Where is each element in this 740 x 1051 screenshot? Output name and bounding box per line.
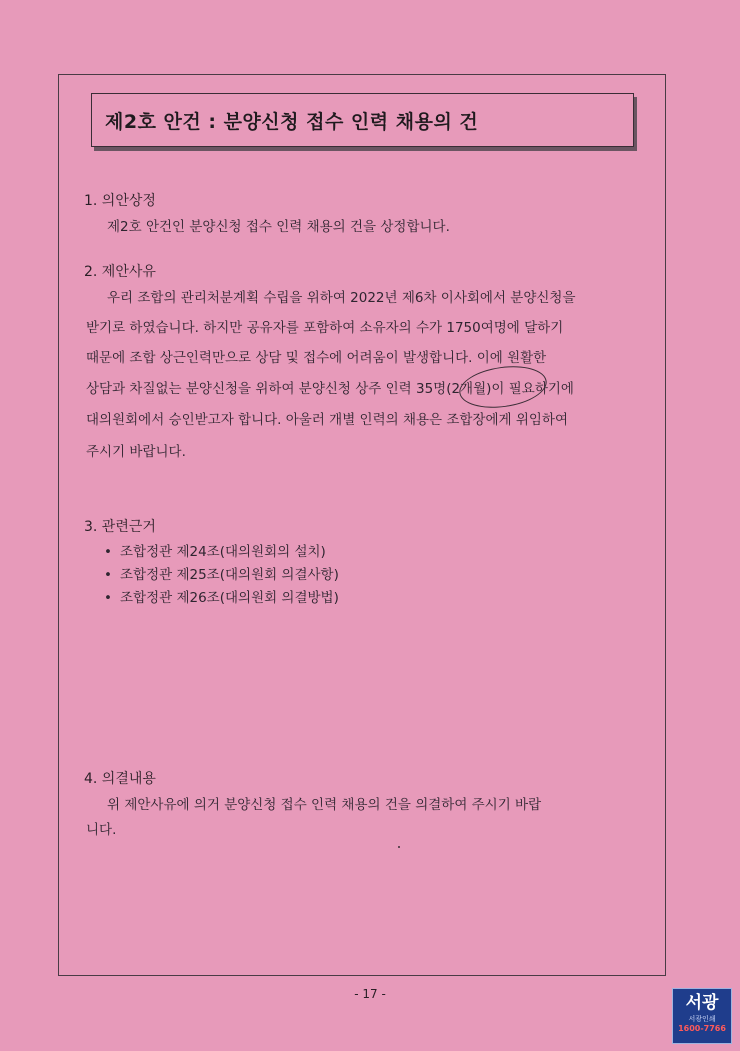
list-item-text: 조합정관 제25조(대의원회 의결사항) xyxy=(120,567,339,583)
logo-name: 서광 xyxy=(685,993,719,1013)
document-title: 제2호 안건 : 분양신청 접수 인력 채용의 건 xyxy=(105,110,479,133)
list-item xyxy=(104,540,326,560)
section-4-heading: 4. 의결내용 xyxy=(84,771,156,787)
section-2-line: 우리 조합의 관리처분계획 수립을 위하여 2022년 제6차 이사회에서 분양신청을 xyxy=(107,290,576,306)
bullet-icon: • xyxy=(104,544,112,560)
section-2-line: 상담과 차질없는 분양신청을 위하여 분양신청 상주 인력 35명(2개월)이 필요하기에 xyxy=(86,381,574,397)
section-3-heading: 3. 관련근거 xyxy=(84,519,156,535)
section-4-line: 니다. xyxy=(86,822,117,838)
section-2-heading: 2. 제안사유 xyxy=(84,264,156,280)
section-2-line: 대의원회에서 승인받고자 합니다. 아울러 개별 인력의 채용은 조합장에게 위임하여 xyxy=(86,412,569,428)
logo-sub: 서광인쇄 xyxy=(688,1015,716,1023)
section-4-line: 위 제안사유에 의거 분양신청 접수 인력 채용의 건을 의결하여 주시기 바랍 xyxy=(107,797,542,813)
list-item xyxy=(104,586,339,606)
section-2-line: 주시기 바랍니다. xyxy=(86,444,186,460)
list-item xyxy=(104,563,339,583)
bullet-icon: • xyxy=(104,567,112,583)
title-box xyxy=(91,93,634,147)
section-1-heading: 1. 의안상정 xyxy=(84,193,156,209)
list-item-text: 조합정관 제26조(대의원회 의결방법) xyxy=(120,590,339,606)
bullet-icon: • xyxy=(104,590,112,606)
page-number: - 17 - xyxy=(354,987,386,1001)
section-1-body: 제2호 안건인 분양신청 접수 인력 채용의 건을 상정합니다. xyxy=(107,219,450,235)
logo-phone: 1600-7766 xyxy=(678,1024,726,1033)
printer-logo xyxy=(672,988,732,1044)
section-2-line: 받기로 하였습니다. 하지만 공유자를 포함하여 소유자의 수가 1750여명에 달하기 xyxy=(86,320,564,336)
list-item-text: 조합정관 제24조(대의원회의 설치) xyxy=(120,544,326,560)
pen-mark xyxy=(398,846,400,848)
section-2-line: 때문에 조합 상근인력만으로 상담 및 접수에 어려움이 발생합니다. 이에 원활한 xyxy=(86,350,547,366)
